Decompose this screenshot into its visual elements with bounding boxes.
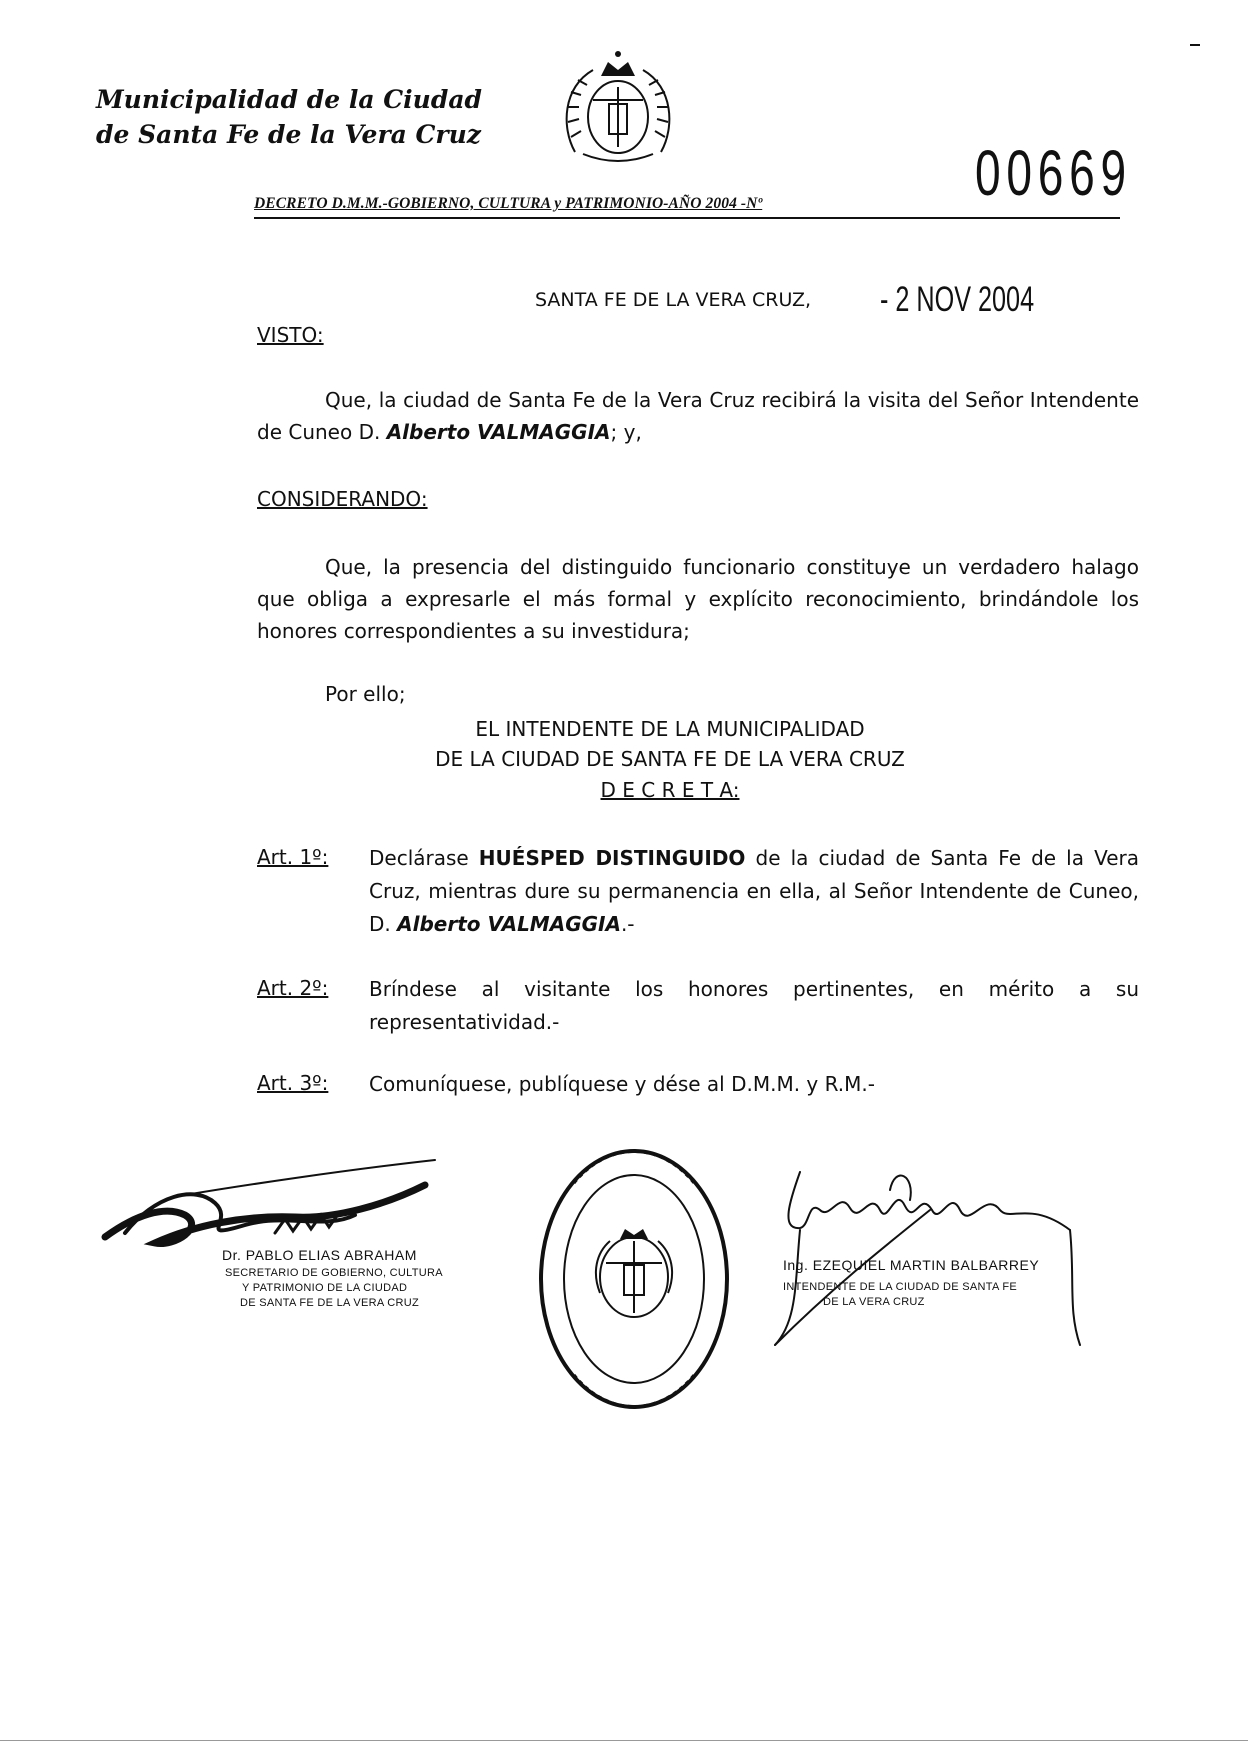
left-title-line-2: Y PATRIMONIO DE LA CIUDAD	[242, 1282, 408, 1294]
authority-line-1: EL INTENDENTE DE LA MUNICIPALIDAD	[475, 717, 865, 741]
scan-mark	[1190, 44, 1200, 46]
municipal-crest-icon	[553, 42, 683, 172]
right-title-line-1: INTENDENTE DE LA CIUDAD DE SANTA FE	[783, 1281, 1018, 1293]
article-1-text-1: Declárase	[369, 846, 479, 870]
article-3-text: Comuníquese, publíquese y dése al D.M.M. y R.M.-	[369, 1072, 875, 1096]
article-1-text-3: .-	[620, 912, 635, 936]
visto-paragraph	[257, 384, 1139, 448]
por-ello: Por ello;	[325, 682, 406, 706]
right-title-line-2: DE LA VERA CRUZ	[823, 1296, 925, 1308]
left-signature-scribble	[95, 1155, 455, 1255]
municipal-seal-icon	[534, 1143, 734, 1415]
considerando-heading: CONSIDERANDO:	[257, 487, 428, 511]
left-title-line-1: SECRETARIO DE GOBIERNO, CULTURA	[225, 1267, 443, 1279]
article-1-text	[369, 842, 1139, 941]
municipality-header	[96, 82, 482, 152]
article-1-label: Art. 1º:	[257, 845, 329, 869]
left-signatory-name: Dr. PABLO ELIAS ABRAHAM	[222, 1247, 417, 1263]
right-signatory-title	[783, 1280, 1017, 1310]
article-1-emphasis: HUÉSPED DISTINGUIDO	[478, 846, 746, 870]
article-3-label: Art. 3º:	[257, 1071, 329, 1095]
article-1-text-2: de la ciudad de Santa Fe de la Vera Cruz, mientras dure su permanencia en ella, al Señor Intendente de Cuneo, D.	[369, 846, 1139, 936]
article-2-text: Bríndese al visitante los honores pertinentes, en mérito a su representatividad.-	[369, 977, 1139, 1034]
considerando-paragraph: Que, la presencia del distinguido funcionario constituye un verdadero halago que obliga a expresarle el más formal y explícito reconocimiento, brindándole los honores correspondientes a su investidura;	[257, 555, 1139, 643]
authority-line-2: DE LA CIUDAD DE SANTA FE DE LA VERA CRUZ	[435, 747, 905, 771]
visto-text-1: Que, la ciudad de Santa Fe de la Vera Cruz recibirá la visita del Señor Intendente de Cuneo D.	[257, 388, 1139, 444]
date-stamp: - 2 NOV 2004	[880, 280, 1035, 319]
article-2-label: Art. 2º:	[257, 976, 329, 1000]
decreta-heading: D E C R E T A:	[600, 778, 740, 802]
visto-text-2: ; y,	[610, 420, 642, 444]
scan-bottom-edge	[0, 1740, 1248, 1741]
decree-underline	[254, 217, 1120, 219]
place-label: SANTA FE DE LA VERA CRUZ,	[535, 289, 812, 311]
decree-number: 00669	[975, 137, 1132, 209]
left-title-line-3: DE SANTA FE DE LA VERA CRUZ	[240, 1297, 420, 1309]
left-signatory-title	[225, 1266, 443, 1311]
municipality-line-2: de Santa Fe de la Vera Cruz	[96, 120, 481, 149]
decree-label: DECRETO D.M.M.-GOBIERNO, CULTURA y PATRIMONIO-AÑO 2004 -Nº	[254, 195, 763, 212]
visto-heading: VISTO:	[257, 323, 324, 347]
municipality-line-1: Municipalidad de la Ciudad	[96, 85, 482, 114]
right-signatory-name: Ing. EZEQUIEL MARTIN BALBARREY	[783, 1257, 1040, 1273]
visto-name: Alberto VALMAGGIA	[386, 420, 611, 444]
article-1-name: Alberto VALMAGGIA	[397, 912, 621, 936]
